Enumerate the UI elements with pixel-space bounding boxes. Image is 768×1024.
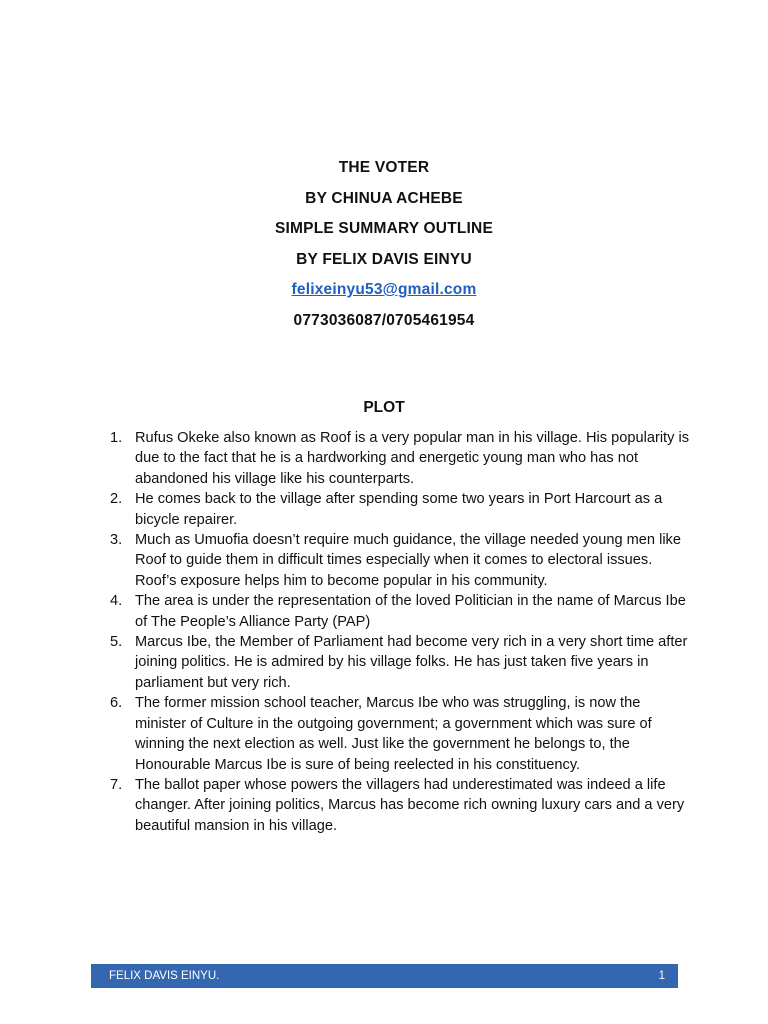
page-footer: [91, 964, 678, 988]
list-item-text: Rufus Okeke also known as Roof is a very popular man in his village. His popularity is due to the fact that he is a hardworking and energetic young man who has not abandoned his village like his counterparts.: [135, 430, 690, 487]
document-title-block: [0, 153, 768, 336]
section-heading-plot: PLOT: [363, 399, 405, 416]
document-title: THE VOTER: [338, 159, 430, 176]
list-item-text: Marcus Ibe, the Member of Parliament had become very rich in a very short time after joining politics. He is admired by his village folks. He has just taken five years in parliament but very rich.: [135, 634, 688, 691]
list-item-number: 5.: [110, 634, 123, 651]
list-item-text: The area is under the representation of the loved Politician in the name of Marcus Ibe of The People’s Alliance Party (PAP): [135, 593, 686, 630]
email-link[interactable]: felixeinyu53@gmail.com: [291, 281, 477, 298]
list-item-text: He comes back to the village after spending some two years in Port Harcourt as a bicycle repairer.: [135, 491, 663, 528]
list-item: [110, 489, 690, 530]
footer-author: FELIX DAVIS EINYU.: [109, 970, 220, 982]
page-number: 1: [658, 970, 665, 982]
list-item-text: The ballot paper whose powers the villagers had underestimated was indeed a life changer. After joining politics, Marcus has become rich owning luxury cars and a very beautiful mansion in his village.: [135, 776, 685, 834]
list-item-number: 2.: [110, 491, 123, 508]
list-item: [110, 530, 690, 591]
phone-numbers: 0773036087/0705461954: [293, 311, 475, 329]
author-line: BY CHINUA ACHEBE: [305, 189, 463, 207]
list-item-text: The former mission school teacher, Marcus Ibe who was struggling, is now the minister of Culture in the outgoing government; a government which was sure of winning the next election as well. Just like the government he belongs to, the Honourable Marcus Ibe is sure of being reelected in his constituency.: [135, 695, 652, 773]
list-item-number: 4.: [110, 593, 123, 610]
list-item: [110, 693, 690, 775]
plot-list: [110, 428, 690, 836]
document-subtitle: SIMPLE SUMMARY OUTLINE: [275, 220, 493, 237]
list-item: [110, 428, 690, 489]
list-item-number: 6.: [110, 695, 123, 712]
list-item-text: Much as Umuofia doesn’t require much guidance, the village needed young men like Roof to guide them in difficult times especially when it comes to electoral issues. Roof’s exposure helps him to become popular in his community.: [135, 532, 681, 589]
list-item-number: 3.: [110, 532, 123, 549]
compiler-line: BY FELIX DAVIS EINYU: [296, 250, 472, 268]
list-item-number: 1.: [110, 430, 123, 446]
list-item: [110, 591, 690, 632]
list-item: [110, 775, 690, 836]
list-item-number: 7.: [110, 776, 123, 793]
list-item: [110, 632, 690, 693]
